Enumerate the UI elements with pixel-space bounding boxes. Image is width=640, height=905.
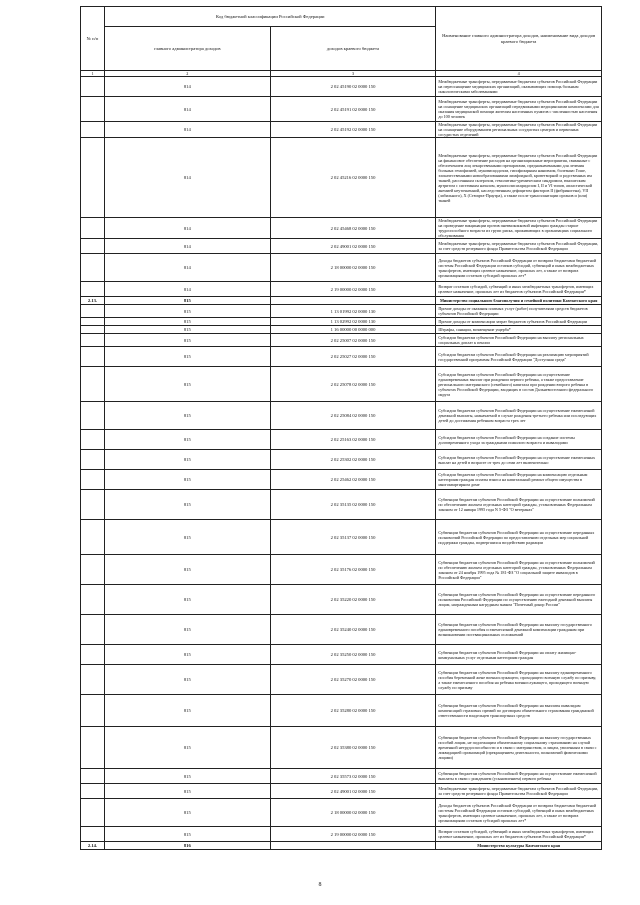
row-num [81,799,105,827]
table-row [81,218,602,239]
row-num [81,138,105,218]
row-revenue-code: 2 02 35137 02 0000 150 [270,520,436,555]
table-row [81,254,602,282]
row-num [81,490,105,520]
row-revenue-code: 2 02 45192 02 0000 150 [270,122,436,138]
row-revenue-code: 2 02 25084 02 0000 150 [270,402,436,430]
table-row [81,239,602,254]
row-num [81,77,105,97]
table-row [81,282,602,297]
row-revenue-code: 2 02 25302 02 0000 150 [270,450,436,470]
row-name: Субсидии бюджетам субъектов Российской Федерации на осуществление единовременных выплат при рождении первого ребенка, а также предоставление регионального материнского (семейного) капитала при рождении второго ребенка в субъектах Российской Федерации, входящих в состав Дальневосточного федерального округа [436,367,602,402]
row-admin-code: 815 [105,326,271,334]
row-revenue-code [270,297,436,305]
row-revenue-code: 2 02 49001 02 0000 150 [270,784,436,799]
table-row [81,769,602,784]
table-row [81,784,602,799]
section-row [81,297,602,305]
table-row [81,334,602,347]
row-name: Субвенции бюджетам субъектов Российской Федерации на осуществление полномочий по обеспечению жильем отдельных категорий граждан, установленных Федеральным законом от 12 января 1995 года N 5-ФЗ "О ветеранах" [436,490,602,520]
revenue-table-sheet [80,6,602,850]
row-name: Субвенции бюджетам субъектов Российской Федерации на выплаты инвалидам компенсаций страховых премий по договорам обязательного страхования гражданской ответственности владельцев транспортных средств [436,695,602,727]
table-row [81,470,602,490]
row-admin-code: 814 [105,239,271,254]
row-admin-code: 815 [105,695,271,727]
row-admin-code: 815 [105,334,271,347]
row-name: Межбюджетные трансферты, передаваемые бюджетам субъектов Российской Федерации, за счет средств резервного фонда Правительства Российской Федерации [436,784,602,799]
row-name: Межбюджетные трансферты, передаваемые бюджетам субъектов Российской Федерации на финансовое обеспечение расходов на организационные мероприятия, связанные с обеспечением лиц лекарственными препаратами, предназначенными для лечения больных гемофилией, муковисцидозом, гипофизарным нанизмом, болезнью Гоше, злокачественными новообразованиями лимфоидной, кроветворной и родственных им тканей, рассеянным склерозом, гемолитико-уремическим синдромом, юношеским артритом с системным началом, мукополисахаридозом I, II и VI типов, апластической анемией неуточненной, наследственным дефицитом факторов II (фибриногена), VII (лабильного), X (Стюарта-Прауэра), а также после трансплантации органов и (или) тканей [436,138,602,218]
row-revenue-code: 2 18 00000 02 0000 150 [270,254,436,282]
header-index-1: 1 [81,71,105,77]
row-revenue-code: 2 02 25027 02 0000 150 [270,347,436,367]
row-name: Субвенции бюджетам субъектов Российской Федерации на осуществление полномочий по обеспечению жильем отдельных категорий граждан, установленных Федеральным законом от 24 ноября 1995 года № 181-ФЗ "О социальной защите инвалидов в Российской Федерации" [436,555,602,585]
row-revenue-code: 2 02 35240 02 0000 150 [270,615,436,645]
row-num [81,769,105,784]
row-revenue-code: 2 02 45190 02 0000 150 [270,77,436,97]
row-admin-code: 815 [105,769,271,784]
row-name: Субсидии бюджетам субъектов Российской Федерации на выплату региональных социальных доплат к пенсии [436,334,602,347]
table-row [81,347,602,367]
row-revenue-code: 2 02 35380 02 0000 150 [270,727,436,769]
row-name: Субсидии бюджетам субъектов Российской Федерации на компенсацию отдельным категориям граждан оплаты взноса на капитальный ремонт общего имущества в многоквартирном доме [436,470,602,490]
row-num [81,827,105,842]
row-name: Возврат остатков субсидий, субвенций и иных межбюджетных трансфертов, имеющих целевое назначение, прошлых лет из бюджетов субъектов Российской Федерации* [436,282,602,297]
row-name: Субсидии бюджетам субъектов Российской Федерации на осуществление ежемесячных выплат на детей в возрасте от трех до семи лет включительно [436,450,602,470]
row-admin-code: 814 [105,138,271,218]
table-row [81,326,602,334]
row-name: Возврат остатков субсидий, субвенций и иных межбюджетных трансфертов, имеющих целевое назначение, прошлых лет из бюджетов субъектов Российской Федерации* [436,827,602,842]
row-revenue-code: 2 02 45191 02 0000 150 [270,97,436,122]
table-row [81,727,602,769]
row-num [81,318,105,326]
row-name: Доходы бюджетов субъектов Российской Федерации от возврата бюджетами бюджетной системы Российской Федерации остатков субсидий, субвенций и иных межбюджетных трансфертов, имеющих целевое назначение, прошлых лет, а также от возврата организациями остатков субсидий прошлых лет* [436,254,602,282]
row-revenue-code [270,842,436,850]
table-row [81,305,602,318]
row-name: Министерство социального благополучия и семейной политики Камчатского края [436,297,602,305]
row-num [81,585,105,615]
table-row [81,555,602,585]
row-admin-code: 815 [105,430,271,450]
row-name: Субвенции бюджетам субъектов Российской Федерации на выплату государственного единовременного пособия и ежемесячной денежной компенсации гражданам при возникновении поствакцинальных осложнений [436,615,602,645]
row-revenue-code: 2 19 00000 02 0000 150 [270,282,436,297]
row-admin-code: 814 [105,97,271,122]
row-admin-code: 815 [105,305,271,318]
row-admin-code: 815 [105,645,271,665]
row-admin-code: 816 [105,842,271,850]
row-name: Субвенции бюджетам субъектов Российской Федерации на осуществление ежемесячной выплаты в связи с рождением (усыновлением) первого ребенка [436,769,602,784]
row-admin-code: 815 [105,615,271,645]
table-row [81,138,602,218]
row-name: Прочие доходы от оказания платных услуг (работ) получателями средств бюджетов субъектов Российской Федерации [436,305,602,318]
row-name: Межбюджетные трансферты, передаваемые бюджетам субъектов Российской Федерации на оснащение оборудованием региональных сосудистых центров и первичных сосудистых отделений [436,122,602,138]
row-revenue-code: 2 02 49001 02 0000 150 [270,239,436,254]
header-index-4: 4 [436,71,602,77]
row-num [81,727,105,769]
row-num [81,97,105,122]
row-revenue-code: 2 02 25007 02 0000 150 [270,334,436,347]
row-num [81,615,105,645]
row-admin-code: 815 [105,367,271,402]
row-admin-code: 815 [105,665,271,695]
row-revenue-code: 2 18 00000 02 0000 150 [270,799,436,827]
table-row [81,695,602,727]
header-admin: главного администратора доходов [105,27,271,71]
row-name: Доходы бюджетов субъектов Российской Федерации от возврата бюджетами бюджетной системы Российской Федерации остатков субсидий, субвенций и иных межбюджетных трансфертов, имеющих целевое назначение, прошлых лет, а также от возврата организациями остатков субсидий прошлых лет* [436,799,602,827]
table-row [81,665,602,695]
table-row [81,367,602,402]
row-revenue-code: 1 13 02992 02 0000 130 [270,318,436,326]
row-revenue-code: 2 02 25462 02 0000 150 [270,470,436,490]
row-name: Прочие доходы от компенсации затрат бюджетов субъектов Российской Федерации [436,318,602,326]
row-name: Министерство культуры Камчатского края [436,842,602,850]
row-revenue-code: 2 02 35250 02 0000 150 [270,645,436,665]
row-num [81,402,105,430]
section-row [81,842,602,850]
table-row [81,615,602,645]
header-code: доходов краевого бюджета [270,27,436,71]
row-admin-code: 815 [105,490,271,520]
row-num [81,122,105,138]
row-num [81,555,105,585]
table-row [81,827,602,842]
row-num [81,665,105,695]
row-num [81,430,105,450]
header-kbk: Код бюджетной классификации Российской Федерации [105,7,436,27]
row-name: Субвенции бюджетам субъектов Российской Федерации на оплату жилищно-коммунальных услуг отдельным категориям граждан [436,645,602,665]
table-row [81,430,602,450]
row-num [81,520,105,555]
table-row [81,450,602,470]
header-name: Наименование главного администратора доходов, наименование вида доходов краевого бюджета [436,7,602,71]
row-num [81,347,105,367]
row-admin-code: 815 [105,827,271,842]
row-num [81,470,105,490]
table-row [81,122,602,138]
row-revenue-code: 2 02 35135 02 0000 150 [270,490,436,520]
row-admin-code: 815 [105,347,271,367]
row-num [81,254,105,282]
table-row [81,645,602,665]
row-admin-code: 815 [105,585,271,615]
row-admin-code: 815 [105,318,271,326]
row-num: 2.13. [81,297,105,305]
row-name: Субвенции бюджетам субъектов Российской Федерации на осуществление переданных полномочий Российской Федерации по предоставлению отдельных мер социальной поддержки граждан, подвергшихся воздействию радиации [436,520,602,555]
row-admin-code: 815 [105,799,271,827]
row-num [81,784,105,799]
table-row [81,585,602,615]
row-num [81,334,105,347]
row-admin-code: 815 [105,520,271,555]
row-num [81,695,105,727]
row-revenue-code: 2 02 25163 02 0000 150 [270,430,436,450]
row-admin-code: 815 [105,555,271,585]
row-name: Субвенции бюджетам субъектов Российской Федерации на осуществление переданного полномочия Российской Федерации по осуществлению ежегодной денежной выплаты лицам, награжденным нагрудным знаком "Почетный донор России" [436,585,602,615]
row-name: Межбюджетные трансферты, передаваемые бюджетам субъектов Российской Федерации на проведение вакцинации против пневмококковой инфекции граждан старше трудоспособного возраста из групп риска, проживающих в организациях социального обслуживания [436,218,602,239]
row-num: 2.14. [81,842,105,850]
row-num [81,305,105,318]
row-name: Субсидии бюджетам субъектов Российской Федерации на создание системы долговременного ухода за гражданами пожилого возраста и инвалидами [436,430,602,450]
table-row [81,318,602,326]
row-revenue-code: 2 19 00000 02 0000 150 [270,827,436,842]
page-number: 8 [318,882,322,888]
row-admin-code: 815 [105,727,271,769]
row-name: Межбюджетные трансферты, передаваемые бюджетам субъектов Российской Федерации на оснащение медицинских организаций передвижными медицинскими комплексами для оказания медицинской помощи жителям населенных пунктов с численностью населения до 100 человек [436,97,602,122]
row-name: Межбюджетные трансферты, передаваемые бюджетам субъектов Российской Федерации, за счет средств резервного фонда Правительства Российской Федерации [436,239,602,254]
row-admin-code: 815 [105,297,271,305]
row-admin-code: 814 [105,122,271,138]
row-admin-code: 814 [105,77,271,97]
table-row [81,490,602,520]
row-num [81,326,105,334]
table-row [81,97,602,122]
row-name: Субсидии бюджетам субъектов Российской Федерации на осуществление ежемесячной денежной выплаты, назначаемой в случае рождения третьего ребенка или последующих детей до достижения ребенком возраста трех лет [436,402,602,430]
row-num [81,218,105,239]
row-admin-code: 814 [105,282,271,297]
row-revenue-code: 2 02 45468 02 0000 150 [270,218,436,239]
row-revenue-code: 2 02 35270 02 0000 150 [270,665,436,695]
row-admin-code: 815 [105,402,271,430]
row-num [81,282,105,297]
row-revenue-code: 1 13 01992 02 0000 130 [270,305,436,318]
table-row [81,799,602,827]
row-revenue-code: 2 02 35280 02 0000 150 [270,695,436,727]
header-index-3: 3 [270,71,436,77]
row-name: Штрафы, санкции, возмещение ущерба* [436,326,602,334]
row-revenue-code: 1 16 00000 00 0000 000 [270,326,436,334]
row-admin-code: 815 [105,450,271,470]
row-name: Субвенции бюджетам субъектов Российской Федерации на выплату государственных пособий лицам, не подлежащим обязательному социальному страхованию на случай временной нетрудоспособности и в связи с материнством, и лицам, уволенным в связи с ликвидацией организаций (прекращением деятельности, полномочий физическими лицами) [436,727,602,769]
header-index-2: 2 [105,71,271,77]
row-name: Межбюджетные трансферты, передаваемые бюджетам субъектов Российской Федерации на переоснащение медицинских организаций, оказывающих помощь больным онкологическими заболеваниями [436,77,602,97]
table-row [81,77,602,97]
row-admin-code: 815 [105,784,271,799]
row-admin-code: 814 [105,218,271,239]
row-admin-code: 815 [105,470,271,490]
header-num: № п/п [81,7,105,71]
row-revenue-code: 2 02 35573 02 0000 150 [270,769,436,784]
row-num [81,450,105,470]
table-row [81,402,602,430]
table-body [81,77,602,850]
table-row [81,520,602,555]
row-num [81,645,105,665]
row-name: Субвенции бюджетам субъектов Российской Федерации на выплату единовременного пособия беременной жене военнослужащего, проходящего военную службу по призыву, а также ежемесячного пособия на ребенка военнослужащего, проходящего военную службу по призыву [436,665,602,695]
row-revenue-code: 2 02 25078 02 0000 150 [270,367,436,402]
row-revenue-code: 2 02 35220 02 0000 150 [270,585,436,615]
row-revenue-code: 2 02 45216 02 0000 150 [270,138,436,218]
row-num [81,367,105,402]
row-name: Субсидии бюджетам субъектов Российской Федерации на реализацию мероприятий государственной программы Российской Федерации "Доступная среда" [436,347,602,367]
row-revenue-code: 2 02 35176 02 0000 150 [270,555,436,585]
row-num [81,239,105,254]
revenue-table [80,6,602,850]
row-admin-code: 814 [105,254,271,282]
